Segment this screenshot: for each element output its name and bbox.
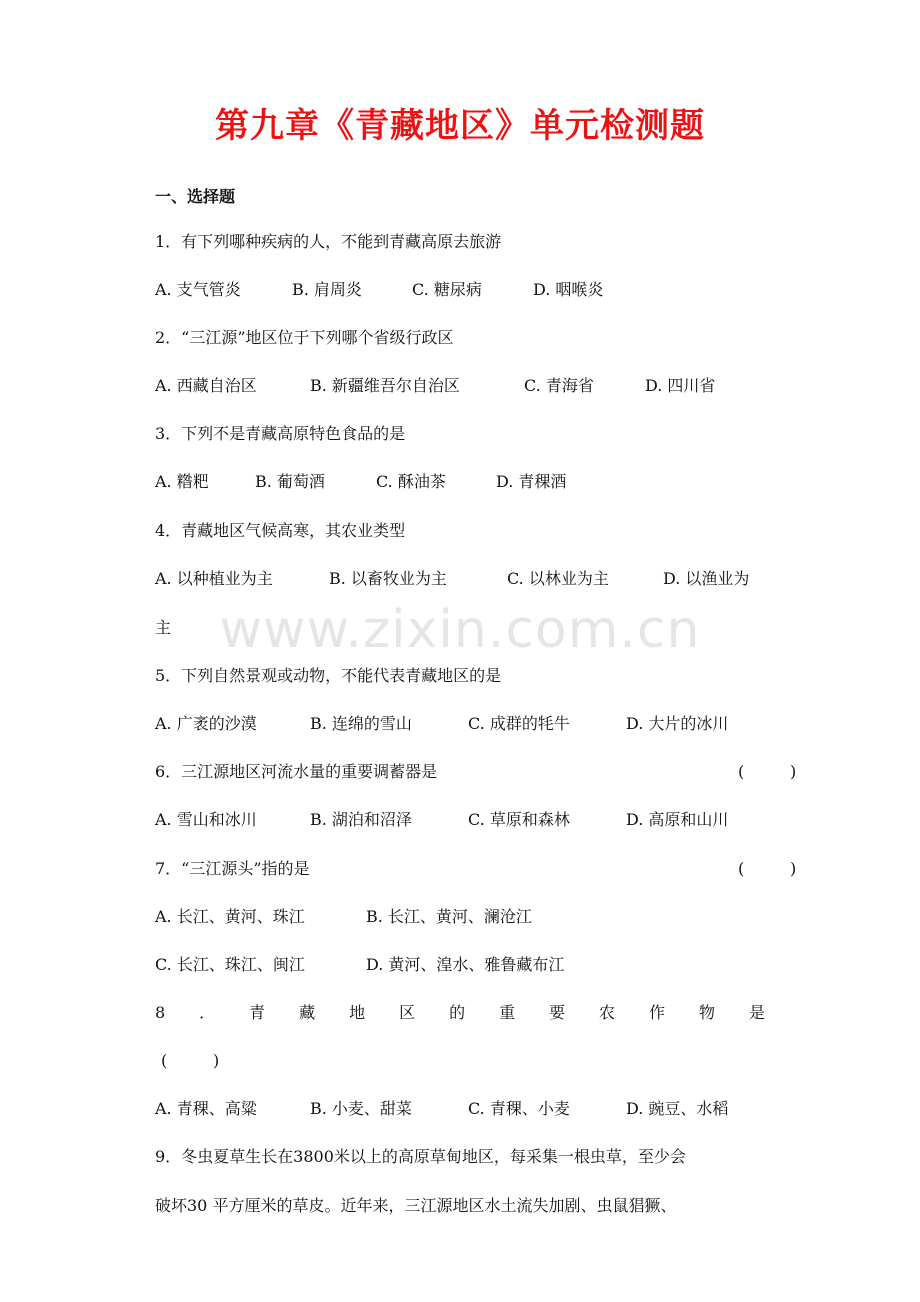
option-c: C. 酥油茶 xyxy=(376,472,446,491)
stem-char: 8 xyxy=(155,1003,166,1022)
question-8-blank-line xyxy=(155,1048,795,1074)
question-5-stem: 5．下列自然景观或动物，不能代表青藏地区的是 xyxy=(155,666,502,685)
stem-char: 重 xyxy=(499,1003,516,1022)
option-b: B. 湖泊和沼泽 xyxy=(310,810,412,829)
stem-char: 物 xyxy=(699,1003,716,1022)
question-2-stem: 2．“三江源”地区位于下列哪个省级行政区 xyxy=(155,328,454,347)
stem-char: 要 xyxy=(549,1003,566,1022)
option-b: B. 小麦、甜菜 xyxy=(310,1099,412,1118)
answer-blank: ( ) xyxy=(161,1051,220,1070)
stem-char: ． xyxy=(199,1003,216,1022)
stem-char: 农 xyxy=(599,1003,616,1022)
question-7-options-row1 xyxy=(155,904,795,930)
question-4-wrap: 主 xyxy=(155,618,172,637)
option-c: C. 糖尿病 xyxy=(412,280,482,299)
section-heading: 一、选择题 xyxy=(155,187,236,206)
question-1-stem: 1．有下列哪种疾病的人，不能到青藏高原去旅游 xyxy=(155,232,502,251)
question-7-options-row2 xyxy=(155,952,795,978)
option-a: A. 青稞、高粱 xyxy=(155,1099,257,1118)
option-a: A. 西藏自治区 xyxy=(155,376,257,395)
question-9-stem-continued: 破坏30 平方厘米的草皮。近年来，三江源地区水土流失加剧、虫鼠猖獗、 xyxy=(155,1196,677,1215)
question-1-options xyxy=(155,277,795,303)
option-c: C. 以林业为主 xyxy=(507,569,609,588)
stem-char: 青 xyxy=(249,1003,266,1022)
option-a: A. 以种植业为主 xyxy=(155,569,273,588)
question-7-line xyxy=(155,856,795,882)
option-a: A. 长江、黄河、珠江 xyxy=(155,907,305,926)
option-c: C. 成群的牦牛 xyxy=(468,714,570,733)
question-2-options xyxy=(155,373,795,399)
option-b: B. 长江、黄河、澜沧江 xyxy=(366,907,532,926)
question-5-options xyxy=(155,711,795,737)
question-6-options xyxy=(155,807,795,833)
option-d: D. 黄河、湟水、雅鲁藏布江 xyxy=(366,955,565,974)
option-b: B. 连绵的雪山 xyxy=(310,714,412,733)
stem-char: 作 xyxy=(649,1003,666,1022)
stem-char: 地 xyxy=(349,1003,366,1022)
option-d: D. 大片的冰川 xyxy=(626,714,729,733)
question-8-stem xyxy=(155,1000,765,1026)
option-b: B. 以畜牧业为主 xyxy=(329,569,447,588)
question-8-options xyxy=(155,1096,795,1122)
option-a: A. 糌粑 xyxy=(155,472,209,491)
question-7-stem: 7．“三江源头”指的是 xyxy=(155,859,310,878)
option-b: B. 新疆维吾尔自治区 xyxy=(310,376,460,395)
option-a: A. 广袤的沙漠 xyxy=(155,714,257,733)
question-9-stem: 9．冬虫夏草生长在3800米以上的高原草甸地区，每采集一根虫草，至少会 xyxy=(155,1147,686,1166)
question-3-stem: 3．下列不是青藏高原特色食品的是 xyxy=(155,424,406,443)
option-d: D. 以渔业为 xyxy=(663,569,750,588)
question-4-stem: 4．青藏地区气候高寒，其农业类型 xyxy=(155,521,406,540)
option-c: C. 长江、珠江、闽江 xyxy=(155,955,305,974)
option-a: A. 支气管炎 xyxy=(155,280,241,299)
option-a: A. 雪山和冰川 xyxy=(155,810,257,829)
answer-blank: ( ) xyxy=(738,859,797,878)
option-b: B. 肩周炎 xyxy=(292,280,362,299)
option-b: B. 葡萄酒 xyxy=(255,472,325,491)
stem-char: 是 xyxy=(748,1003,765,1022)
stem-char: 藏 xyxy=(299,1003,316,1022)
stem-char: 区 xyxy=(399,1003,416,1022)
question-6-line xyxy=(155,759,795,785)
option-c: C. 草原和森林 xyxy=(468,810,570,829)
page-title: 第九章《青藏地区》单元检测题 xyxy=(215,106,705,146)
question-4-options xyxy=(155,566,795,592)
answer-blank: ( ) xyxy=(738,762,797,781)
option-d: D. 青稞酒 xyxy=(496,472,567,491)
stem-char: 的 xyxy=(449,1003,466,1022)
option-d: D. 四川省 xyxy=(645,376,716,395)
option-c: C. 青稞、小麦 xyxy=(468,1099,570,1118)
watermark: www.zixin.com.cn xyxy=(219,600,701,660)
option-d: D. 高原和山川 xyxy=(626,810,729,829)
question-3-options xyxy=(155,469,795,495)
question-6-stem: 6．三江源地区河流水量的重要调蓄器是 xyxy=(155,762,438,781)
option-d: D. 咽喉炎 xyxy=(533,280,604,299)
option-d: D. 豌豆、水稻 xyxy=(626,1099,729,1118)
option-c: C. 青海省 xyxy=(524,376,594,395)
